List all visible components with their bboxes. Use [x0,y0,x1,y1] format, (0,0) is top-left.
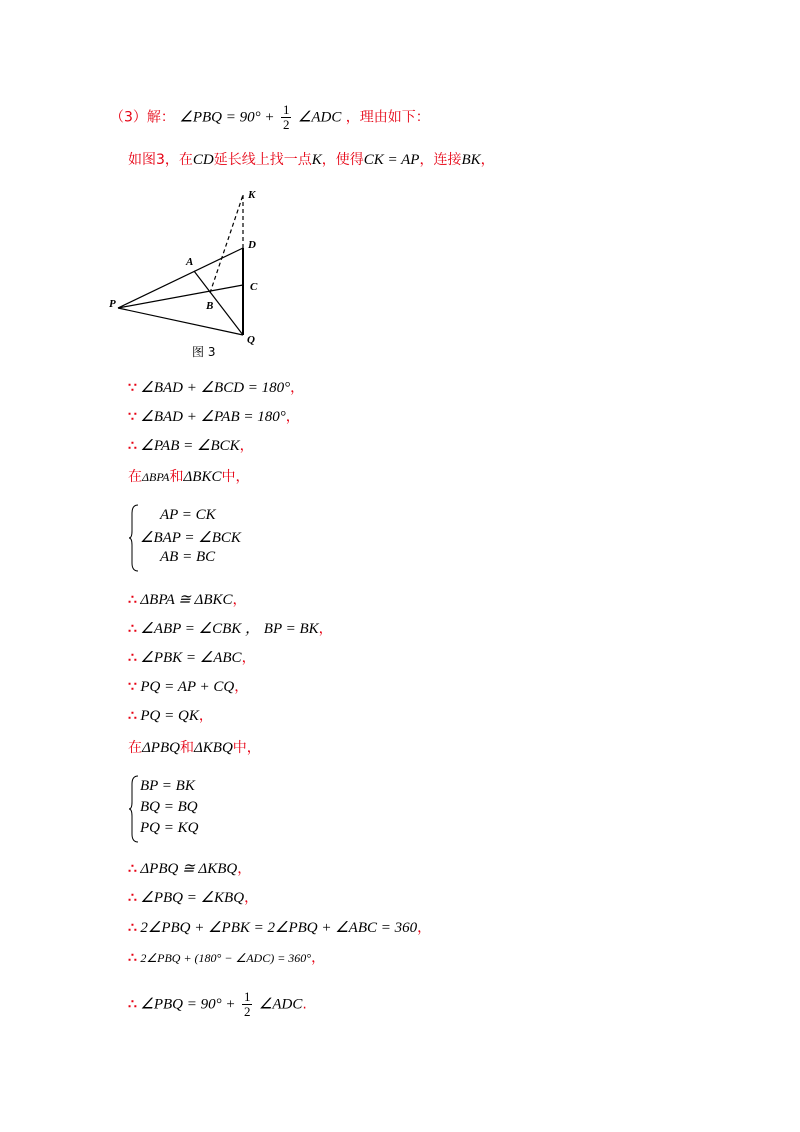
step-expression: 2∠PBQ + ∠PBK = 2∠PBQ + ∠ABC = 360 [140,920,418,936]
in-text: 在 [128,740,142,756]
equation-system-1 [128,503,288,573]
therefore-symbol: ∴ [128,890,136,906]
middle-text: 中， [232,740,261,756]
step-end: ， [198,708,213,724]
step-end: ， [237,861,252,877]
segment-PD [118,248,243,308]
label-B: B [206,300,214,312]
triangle-name: ΔPBQ [142,740,180,756]
and-text: 和 [169,469,184,485]
in-triangles-line [128,467,249,487]
therefore-symbol: ∴ [128,861,136,877]
segment-PQ [118,308,243,335]
fraction-denominator: 2 [282,117,290,132]
middle-text: 中， [221,469,250,485]
part3-suffix: ，理由如下： [345,109,430,126]
fraction-denominator: 2 [243,1004,251,1019]
step-end: ， [311,950,326,966]
final-right: ∠ADC [258,996,303,1013]
therefore-symbol: ∴ [128,438,136,454]
final-line [128,990,307,1019]
step-expression: ΔPBQ ≅ ΔKBQ [140,861,238,877]
step-expression: ∠PBQ = ∠KBQ [140,890,245,906]
label-A: A [186,256,194,268]
segment-PC [118,285,243,308]
step-expression: ∠ABP = ∠CBK ， BP = BK [140,621,319,637]
system-row: PQ = KQ [140,820,199,836]
therefore-symbol: ∴ [128,621,136,637]
therefore-symbol: ∴ [128,996,136,1013]
system-row: BP = BK [140,778,195,794]
equation-system-2 [128,774,268,844]
step-line [128,706,213,726]
system-row: AP = CK [160,507,216,523]
step-expression: ∠PAB = ∠BCK [140,438,240,454]
therefore-symbol: ∴ [128,920,136,936]
step-end: ， [318,621,333,637]
construction-text-2: 延长线上找一点 [213,152,312,168]
step-end: ， [290,380,305,396]
step-line [128,677,248,697]
construction-segment: CD [192,152,214,168]
fraction-numerator: 1 [282,102,290,117]
final-fraction [242,990,253,1019]
left-brace-icon [128,774,140,844]
step-line [128,859,251,879]
construction-text-4: ，连接 [419,152,462,168]
step-expression: ∠BAD + ∠BCD = 180° [140,380,291,396]
and-text: 和 [179,740,194,756]
therefore-symbol: ∴ [128,650,136,666]
step-line [128,590,247,610]
triangle-name: ΔBKC [183,469,222,485]
construction-line [128,150,495,170]
step-line [128,918,431,938]
step-end: ， [234,679,249,695]
therefore-symbol: ∴ [128,708,136,724]
step-end: ， [241,650,256,666]
construction-segment-2: BK [461,152,481,168]
figure-3-diagram [106,183,276,363]
step-end: ， [285,409,300,425]
because-symbol: ∵ [128,380,136,396]
construction-text-3: ，使得 [321,152,364,168]
part3-prefix: （3）解： [110,109,175,126]
figure-caption: 图 3 [192,345,216,359]
step-expression: PQ = QK [140,708,199,724]
triangle-name: ΔKBQ [193,740,233,756]
step-line [128,619,333,639]
step-end: ， [232,592,247,608]
part3-fraction [281,103,292,132]
final-end: . [302,996,307,1013]
step-line [128,436,254,456]
step-line [128,948,325,968]
triangle-name: ΔBPA [142,470,170,484]
step-line [128,648,256,668]
therefore-symbol: ∴ [128,592,136,608]
final-left: ∠PBQ = 90° + [140,996,236,1013]
label-K: K [248,189,256,201]
left-brace-icon [128,503,140,573]
step-end: ， [239,438,254,454]
therefore-symbol: ∴ [128,950,136,966]
construction-equation: CK = AP [363,152,420,168]
system-row: BQ = BQ [140,799,198,815]
fraction-numerator: 1 [243,989,251,1004]
step-line [128,407,300,427]
step-expression: ∠PBK = ∠ABC [140,650,242,666]
system-row: ∠BAP = ∠BCK [140,530,241,546]
step-expression: PQ = AP + CQ [140,679,235,695]
label-Q: Q [247,334,255,346]
step-expression: ΔBPA ≅ ΔBKC [140,592,233,608]
part3-claim-right: ∠ADC [297,109,342,126]
step-line [128,888,258,908]
label-P: P [109,298,116,310]
in-triangles-line [128,738,261,758]
because-symbol: ∵ [128,409,136,425]
step-expression: ∠BAD + ∠PAB = 180° [140,409,286,425]
system-row: AB = BC [160,549,216,565]
step-line [128,378,304,398]
construction-point: K [311,152,322,168]
step-expression: 2∠PBQ + (180° − ∠ADC) = 360° [140,951,312,965]
construction-text-5: ， [480,152,495,168]
part3-claim-left: ∠PBQ = 90° + [179,109,275,126]
segment-BK [210,195,243,293]
step-end: ， [417,920,432,936]
label-C: C [250,281,258,293]
step-end: ， [244,890,259,906]
construction-text-1: 如图3，在 [128,152,193,168]
label-D: D [248,239,256,251]
in-text: 在 [128,469,142,485]
because-symbol: ∵ [128,679,136,695]
part3-line [110,103,430,132]
